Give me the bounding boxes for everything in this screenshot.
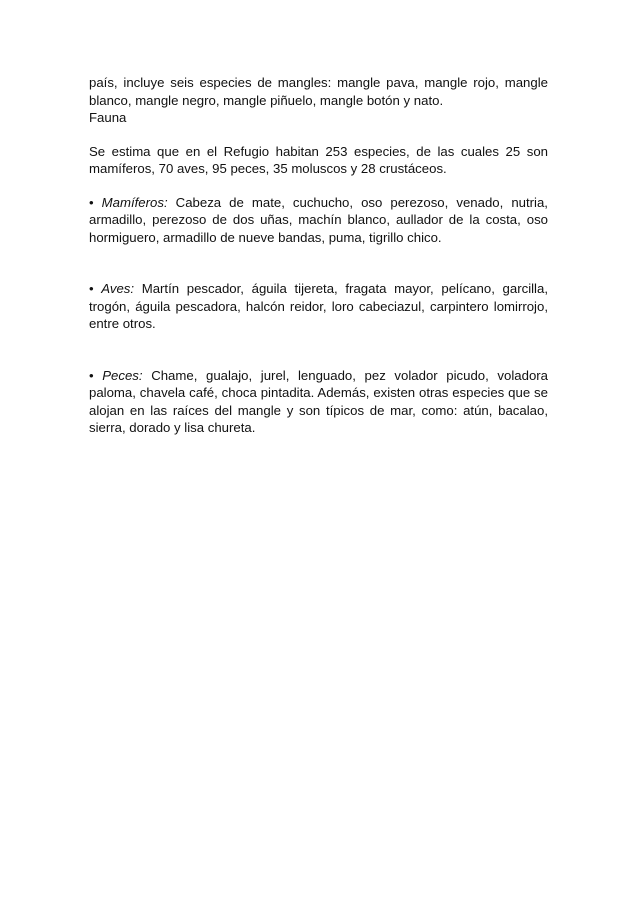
spacer xyxy=(89,246,548,280)
bullet-text-peces: Chame, gualajo, jurel, lenguado, pez volador picudo, voladora paloma, chavela café, choca pintadita. Además, existen otras especies que se alojan en las raíces del mangle y son típicos de mar, como: atún, bacalao, sierra, dorado y lisa chureta. xyxy=(89,367,548,435)
document-body xyxy=(89,74,548,437)
species-estimate-paragraph: Se estima que en el Refugio habitan 253 especies, de las cuales 25 son mamíferos, 70 aves, 95 peces, 35 moluscos y 28 crustáceos. xyxy=(89,143,548,176)
bullet-label-peces: Peces: xyxy=(102,367,143,383)
bullet-text-mamiferos: Cabeza de mate, cuchucho, oso perezoso, venado, nutria, armadillo, perezoso de dos uñas, machín blanco, aullador de la costa, oso hormiguero, armadillo de nueve bandas, puma, tigrillo chico. xyxy=(89,194,548,245)
intro-paragraph: país, incluye seis especies de mangles: mangle pava, mangle rojo, mangle blanco, mangle negro, mangle piñuelo, mangle botón y nato. xyxy=(89,75,548,108)
fauna-heading: Fauna xyxy=(89,110,127,125)
bullet-peces xyxy=(89,367,548,437)
spacer xyxy=(89,333,548,367)
bullet-marker: • xyxy=(89,367,94,383)
bullet-mamiferos xyxy=(89,194,548,247)
spacer xyxy=(89,178,548,194)
bullet-text-aves: Martín pescador, águila tijereta, fragata mayor, pelícano, garcilla, trogón, águila pescadora, halcón reidor, loro cabeciazul, carpintero lomirrojo, entre otros. xyxy=(89,281,548,331)
spacer xyxy=(89,127,548,143)
bullet-marker: • xyxy=(89,281,94,296)
bullet-aves xyxy=(89,280,548,333)
bullet-label-mamiferos: Mamíferos: xyxy=(101,194,168,210)
bullet-label-aves: Aves: xyxy=(101,281,135,296)
bullet-marker: • xyxy=(89,194,94,210)
